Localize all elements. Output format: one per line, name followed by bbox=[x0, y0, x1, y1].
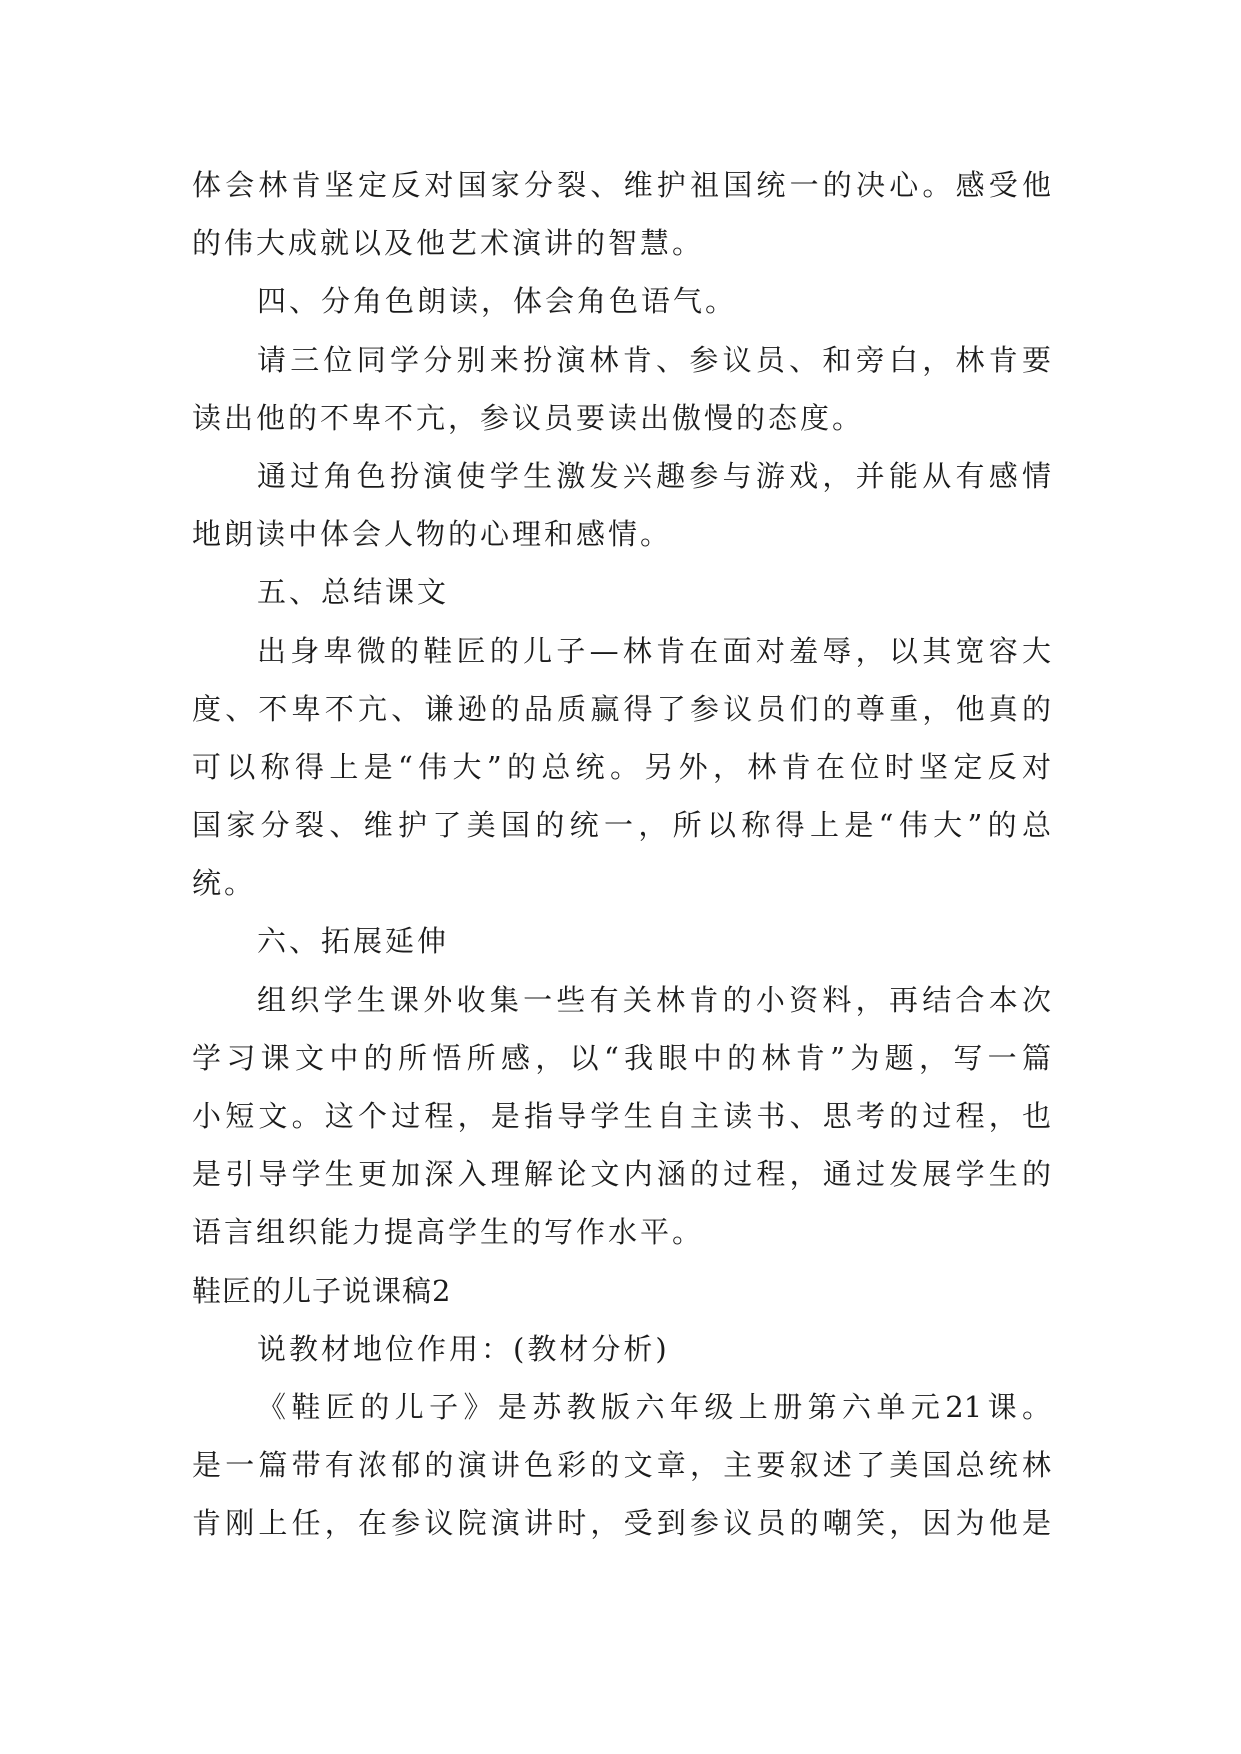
paragraph-line: 地朗读中体会人物的心理和感情。 bbox=[192, 517, 673, 552]
paragraph-line: 出身卑微的鞋匠的儿子—林肯在面对羞辱，以其宽容大 bbox=[257, 633, 1051, 668]
section-heading-text: 鞋匠的儿子说课稿2 bbox=[192, 1273, 452, 1308]
paragraph-line: 《鞋匠的儿子》是苏教版六年级上册第六单元21课。 bbox=[257, 1389, 1051, 1424]
paragraph-line: 可以称得上是“伟大”的总统。另外，林肯在位时坚定反对 bbox=[192, 749, 1051, 784]
paragraph bbox=[192, 1378, 1051, 1553]
paragraph bbox=[192, 447, 1051, 563]
paragraph-line: 通过角色扮演使学生激发兴趣参与游戏，并能从有感情 bbox=[257, 458, 1051, 493]
paragraph-line: 的伟大成就以及他艺术演讲的智慧。 bbox=[192, 226, 705, 261]
paragraph-line: 说教材地位作用：(教材分析) bbox=[257, 1331, 670, 1366]
paragraph-line: 体会林肯坚定反对国家分裂、维护祖国统一的决心。感受他 bbox=[192, 168, 1051, 202]
paragraph bbox=[192, 563, 1051, 621]
paragraph-line: 度、不卑不亢、谦逊的品质赢得了参议员们的尊重，他真的 bbox=[192, 691, 1051, 726]
paragraph-line: 语言组织能力提高学生的写作水平。 bbox=[192, 1215, 705, 1250]
paragraph-line: 读出他的不卑不亢，参议员要读出傲慢的态度。 bbox=[192, 400, 865, 435]
paragraph-line: 五、总结课文 bbox=[257, 575, 450, 610]
paragraph-line: 是引导学生更加深入理解论文内涵的过程，通过发展学生的 bbox=[192, 1157, 1051, 1192]
paragraph bbox=[192, 331, 1051, 447]
paragraph bbox=[192, 1320, 1051, 1378]
paragraph-line: 是一篇带有浓郁的演讲色彩的文章，主要叙述了美国总统林 bbox=[192, 1448, 1051, 1483]
paragraph bbox=[192, 912, 1051, 970]
paragraph-line: 请三位同学分别来扮演林肯、参议员、和旁白，林肯要 bbox=[257, 342, 1051, 377]
paragraph-line: 四、分角色朗读，体会角色语气。 bbox=[257, 284, 738, 319]
paragraph bbox=[192, 272, 1051, 330]
paragraph-line: 国家分裂、维护了美国的统一，所以称得上是“伟大”的总 bbox=[192, 808, 1051, 843]
paragraph-line: 学习课文中的所悟所感，以“我眼中的林肯”为题，写一篇 bbox=[192, 1040, 1051, 1075]
document-body bbox=[192, 156, 1051, 1553]
section-heading bbox=[192, 1262, 1051, 1320]
paragraph bbox=[192, 156, 1051, 272]
paragraph-line: 六、拓展延伸 bbox=[257, 924, 450, 959]
paragraph bbox=[192, 622, 1051, 913]
paragraph bbox=[192, 971, 1051, 1262]
paragraph-line: 小短文。这个过程，是指导学生自主读书、思考的过程，也 bbox=[192, 1099, 1051, 1133]
paragraph-line: 肯刚上任，在参议院演讲时，受到参议员的嘲笑，因为他是 bbox=[192, 1506, 1051, 1541]
paragraph-line: 统。 bbox=[192, 866, 257, 901]
paragraph-line: 组织学生课外收集一些有关林肯的小资料，再结合本次 bbox=[257, 982, 1051, 1017]
